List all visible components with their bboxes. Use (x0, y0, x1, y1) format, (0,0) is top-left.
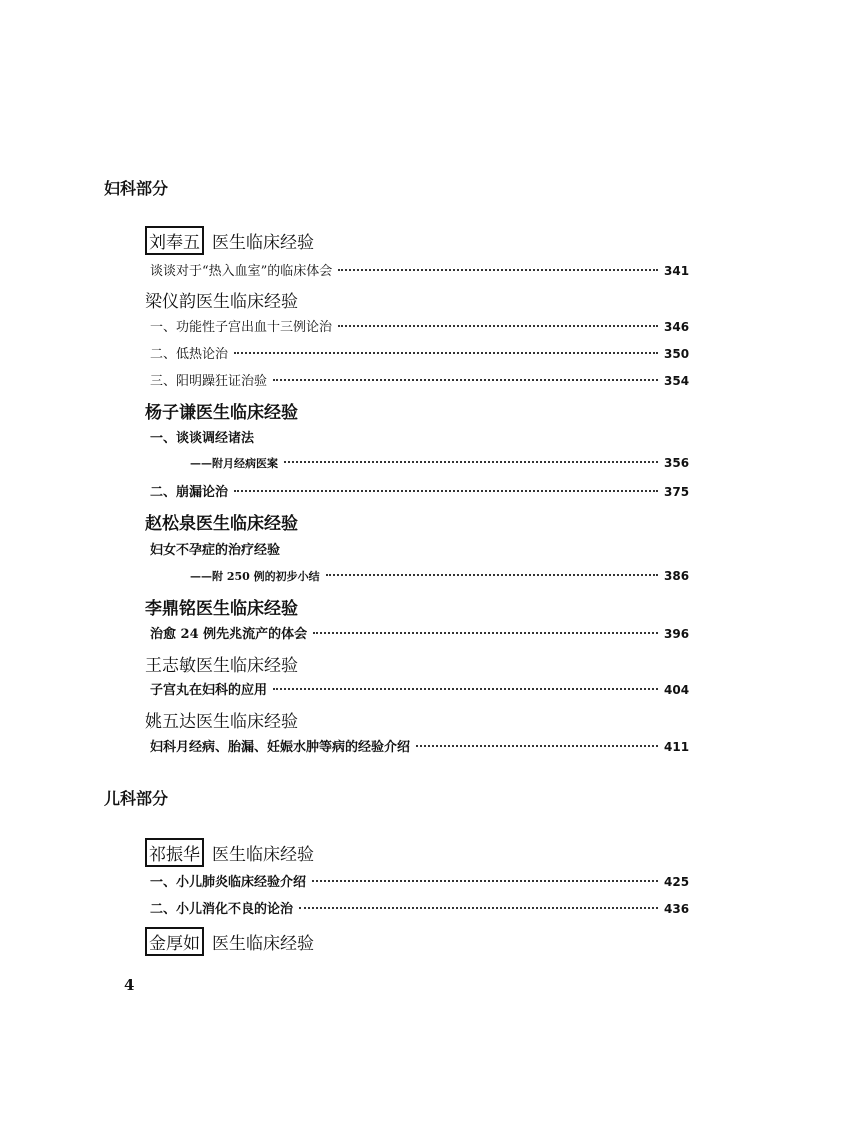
entry-title: 二、低热论治 (150, 347, 229, 362)
section-title: 儿科部分 (104, 789, 169, 808)
entry-title: ——附 250 例的初步小结 (190, 570, 320, 583)
toc-heading (145, 287, 686, 312)
heading-text: 李鼎铭医生临床经验 (145, 599, 298, 619)
entry-title: 子宫丸在妇科的应用 (150, 683, 268, 698)
toc-entry (150, 679, 690, 699)
dot-leader (326, 574, 658, 576)
heading-text: 医生临床经验 (212, 845, 314, 865)
entry-title: 一、谈谈调经诸法 (150, 431, 255, 446)
dot-leader (338, 269, 658, 271)
page-ref: 396 (664, 627, 690, 641)
entry-title: 一、小儿肺炎临床经验介绍 (150, 875, 307, 890)
toc-entry (190, 568, 690, 588)
heading-text: 医生临床经验 (212, 233, 314, 253)
dot-leader (416, 745, 658, 747)
page-ref: 411 (664, 740, 690, 754)
toc-entry (150, 260, 690, 280)
toc-entry (150, 898, 690, 918)
section-title: 妇科部分 (104, 179, 169, 198)
entry-title: 二、崩漏论治 (150, 485, 229, 500)
toc-heading (145, 707, 686, 732)
toc-heading (145, 927, 686, 954)
toc-entry (150, 370, 690, 390)
dot-leader (284, 461, 658, 463)
toc-entry (150, 623, 690, 643)
toc-heading (145, 594, 686, 619)
toc-entry (150, 539, 686, 559)
dot-leader (338, 325, 658, 327)
heading-text: 杨子谦医生临床经验 (145, 403, 298, 423)
toc-heading (145, 226, 686, 253)
entry-title: 一、功能性子宫出血十三例论治 (150, 320, 333, 335)
toc-entry (150, 736, 690, 756)
entry-title: 二、小儿消化不良的论治 (150, 902, 294, 917)
entry-title: 谈谈对于“热入血室”的临床体会 (150, 264, 333, 279)
boxed-name: 刘奉五 (145, 226, 204, 255)
page-ref: 346 (664, 320, 690, 334)
boxed-name: 金厚如 (145, 927, 204, 956)
toc-heading (145, 651, 686, 676)
toc-entry (150, 316, 690, 336)
dot-leader (299, 907, 658, 909)
page-ref: 350 (664, 347, 690, 361)
dot-leader (234, 352, 658, 354)
page-ref: 386 (664, 569, 690, 583)
page-ref: 425 (664, 875, 690, 889)
dot-leader (313, 632, 658, 634)
boxed-name: 祁振华 (145, 838, 204, 867)
toc-heading (145, 838, 686, 865)
heading-text: 赵松泉医生临床经验 (145, 514, 298, 534)
entry-title: ——附月经病医案 (190, 457, 278, 470)
page-number: 4 (124, 976, 135, 994)
heading-text: 姚五达医生临床经验 (145, 712, 298, 732)
toc-heading (145, 398, 686, 423)
page-ref: 436 (664, 902, 690, 916)
page-ref: 375 (664, 485, 690, 499)
entry-title: 妇女不孕症的治疗经验 (150, 543, 281, 558)
entry-title: 妇科月经病、胎漏、妊娠水肿等病的经验介绍 (150, 740, 411, 755)
heading-text: 王志敏医生临床经验 (145, 656, 298, 676)
page-ref: 404 (664, 683, 690, 697)
dot-leader (312, 880, 658, 882)
toc-entry (150, 343, 690, 363)
entry-title: 三、阳明躁狂证治验 (150, 374, 268, 389)
toc-entry (150, 871, 690, 891)
dot-leader (273, 379, 658, 381)
dot-leader (273, 688, 658, 690)
heading-text: 医生临床经验 (212, 934, 314, 954)
heading-text: 梁仪韵医生临床经验 (145, 292, 298, 312)
toc-entry (190, 455, 690, 475)
page-ref: 356 (664, 456, 690, 470)
entry-title: 治愈 24 例先兆流产的体会 (150, 627, 308, 642)
page-ref: 341 (664, 264, 690, 278)
toc-entry (150, 427, 686, 447)
dot-leader (234, 490, 658, 492)
page-ref: 354 (664, 374, 690, 388)
toc-entry (150, 481, 690, 501)
toc-heading (145, 509, 686, 534)
